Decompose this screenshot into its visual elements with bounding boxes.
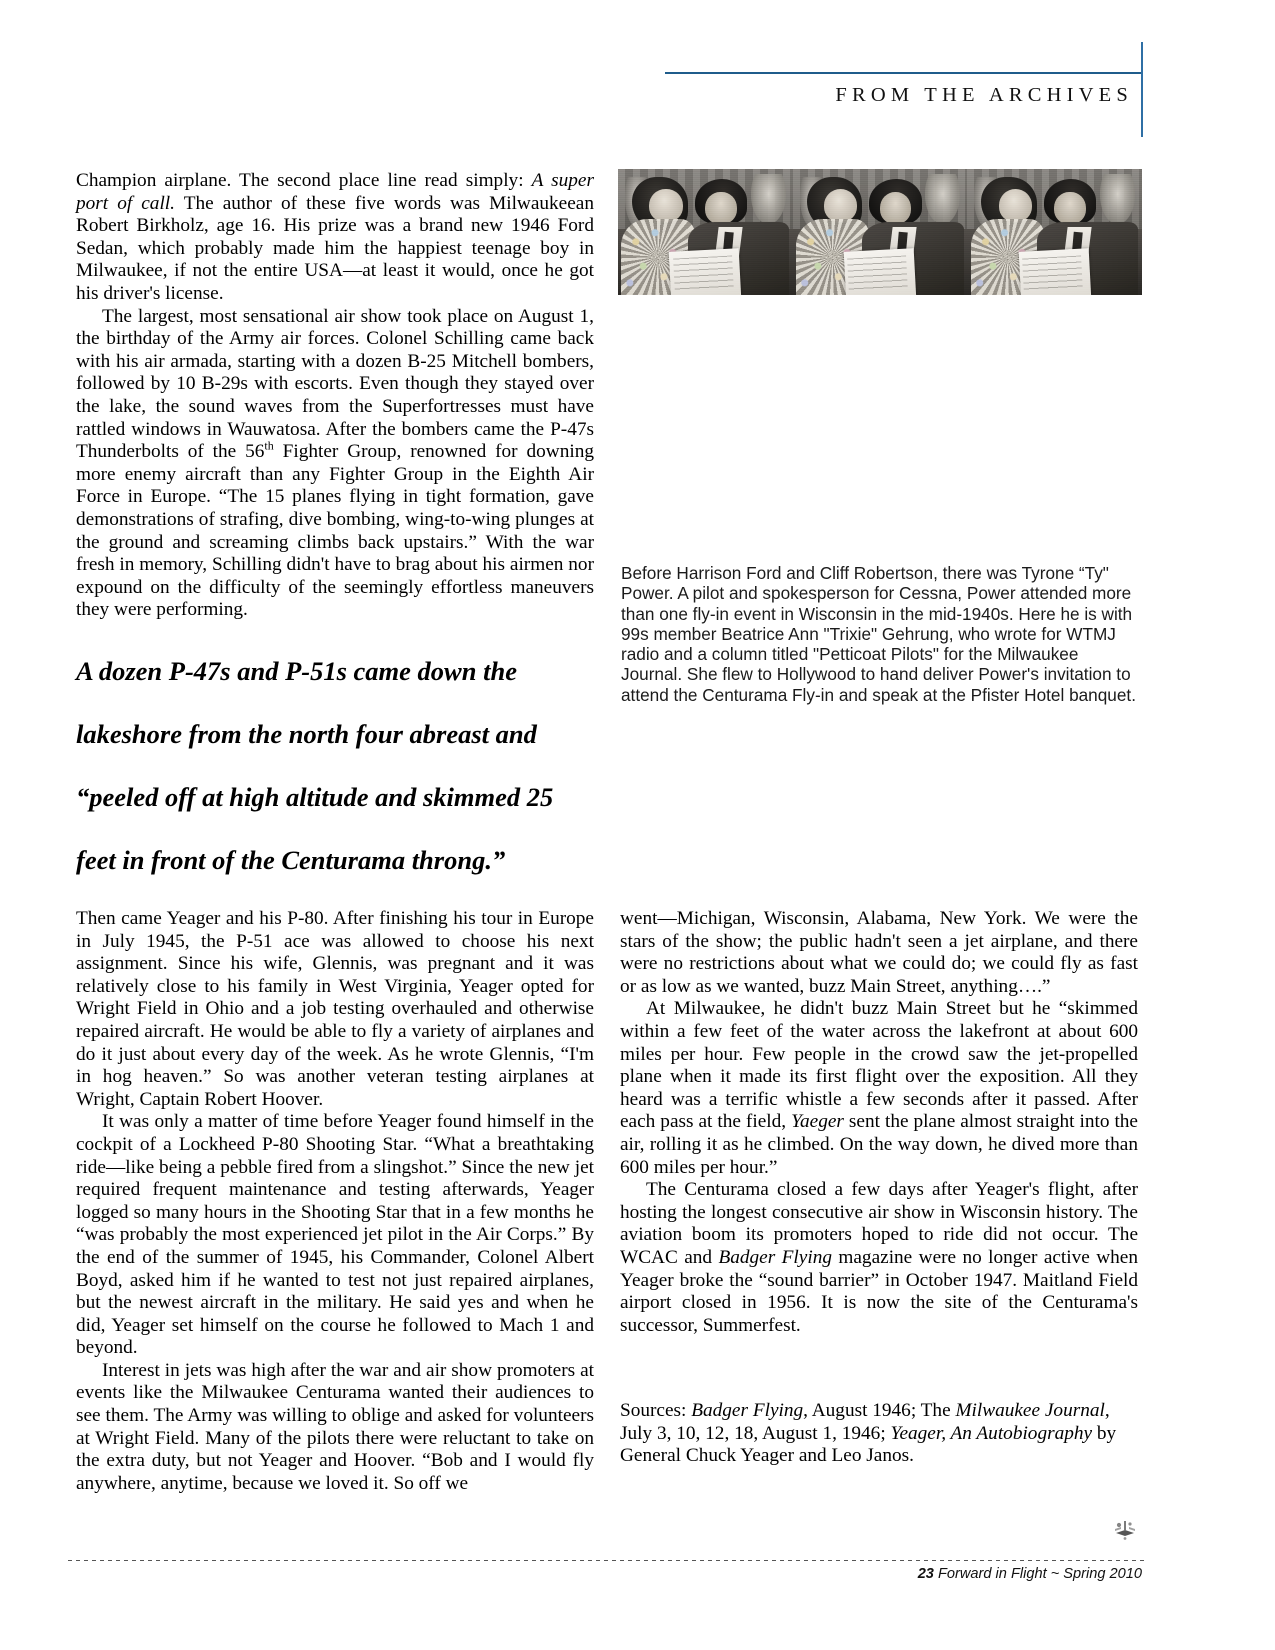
body-column-left-top bbox=[76, 170, 594, 622]
paragraph: The Centurama closed a few days after Yeager's flight, after hosting the longest consecutive air show in Wisconsin history. The aviation boom its promoters hoped to ride did not occur. The WCAC and Badger Flying magazine were no longer active when Yeager broke the “sound barrier” in October 1947. Maitland Field airport closed in 1956. It is now the site of the Centurama's successor, Summerfest. bbox=[620, 1179, 1139, 1336]
publication-name: Forward in Flight ~ Spring 2010 bbox=[937, 1566, 1142, 1582]
paragraph: At Milwaukee, he didn't buzz Main Street but he “skimmed within a few feet of the water across the lakefront at about 600 miles per hour. Few people in the crowd saw the jet-propelled plane when it made its first flight over the exposition. All they heard was a terrific whistle a few seconds after it passed. After each pass at the field, Yaeger sent the plane almost straight into the air, rolling it as he climbed. On the way down, he dived more than 600 miles per hour.” bbox=[620, 998, 1138, 1178]
archive-photo bbox=[618, 169, 1142, 295]
footer bbox=[918, 1566, 1142, 1582]
pull-quote-line: A dozen P-47s and P-51s came down the bbox=[76, 656, 517, 686]
photo-tile bbox=[618, 169, 793, 295]
paragraph: It was only a matter of time before Yeager found himself in the cockpit of a Lockheed P-80 Shooting Star. “What a breathtaking ride—like being a pebble fired from a slingshot.” Since the new jet required frequent maintenance and testing afterwards, Yeager logged so many hours in the Shooting Star that in a few months he “was probably the most experienced jet pilot in the Air Corps.” By the end of the summer of 1945, his Commander, Colonel Albert Boyd, asked him if he wanted to test not just repaired airplanes, but the newest aircraft in the military. He said yes and when he did, Yeager set himself on the course he followed to Mach 1 and beyond. bbox=[76, 1111, 594, 1359]
footer-divider bbox=[68, 1560, 1144, 1561]
page-title: FROM THE ARCHIVES bbox=[835, 84, 1133, 106]
paragraph: went—Michigan, Wisconsin, Alabama, New York. We were the stars of the show; the public hadn't seen a jet airplane, and there were no restrictions about what we could do; we could fly as fast or as low as we wanted, buzz Main Street, anything….” bbox=[620, 908, 1138, 997]
paragraph: The largest, most sensational air show took place on August 1, the birthday of the Army air forces. Colonel Schilling came back with his air armada, starting with a dozen B-25 Mitchell bombers, followed by 10 B-29s with escorts. Even though they stayed over the lake, the sound waves from the Superfortresses must have rattled windows in Wauwatosa. After the bombers came the P-47s Thunderbolts of the 56th Fighter Group, renowned for downing more enemy aircraft than any Fighter Group in the Eighth Air Force in Europe. “The 15 planes flying in tight formation, gave demonstrations of strafing, dive bombing, wing-to-wing plunges at the ground and screaming climbs back upstairs.” With the war fresh in memory, Schilling didn't have to brag about his airmen nor expound on the difficulty of the seemingly effortless maneuvers they were performing. bbox=[76, 305, 594, 621]
pull-quote-line: lakeshore from the north four abreast and bbox=[76, 719, 537, 749]
paragraph: Champion airplane. The second place line read simply: A super port of call. The author of these five words was Milwaukeean Robert Birkholz, age 16. His prize was a brand new 1946 Ford Sedan, which probably made him the happiest teenage boy in Milwaukee, if not the entire USA—at least it would, once he got his driver's license. bbox=[76, 170, 595, 304]
paragraph: Interest in jets was high after the war and air show promoters at events like the Milwaukee Centurama wanted their audiences to see them. The Army was willing to oblige and asked for volunteers at Wright Field. Many of the pilots there were reluctant to take on the extra duty, but not Yeager and Hoover. “Bob and I would fly anywhere, anytime, because we loved it. So off we bbox=[76, 1359, 594, 1494]
page-number: 23 bbox=[917, 1566, 934, 1582]
end-mark-icon bbox=[1112, 1518, 1138, 1542]
photo-caption: Before Harrison Ford and Cliff Robertson, there was Tyrone “Ty" Power. A pilot and spokesperson for Cessna, Power attended more than one fly-in event in Wisconsin in the mid-1940s. Here he is with 99s member Beatrice Ann "Trixie" Gehrung, who wrote for WTMJ radio and a column titled "Petticoat Pilots" for the Milwaukee Journal. She flew to Hollywood to hand deliver Power's invitation to attend the Centurama Fly-in and speak at the Pfister Hotel banquet. bbox=[621, 563, 1136, 705]
paragraph: Then came Yeager and his P-80. After finishing his tour in Europe in July 1945, the P-51 ace was allowed to choose his next assignment. Since his wife, Glennis, was pregnant and it was relatively close to his family in West Virginia, Yeager opted for Wright Field in Ohio and a job testing overhauled and otherwise repaired aircraft. He would be able to fly a variety of airplanes and do it just about every day of the week. As he wrote Glennis, “I'm in hog heaven.” So was another veteran testing airplanes at Wright, Captain Robert Hoover. bbox=[76, 908, 594, 1110]
photo-tile bbox=[793, 169, 968, 295]
body-column-right-bottom bbox=[620, 908, 1138, 1337]
pull-quote bbox=[76, 640, 596, 892]
header-vertical-rule bbox=[1141, 42, 1143, 137]
photo-tile bbox=[967, 169, 1142, 295]
body-column-left-bottom bbox=[76, 908, 594, 1495]
header-horizontal-rule bbox=[665, 72, 1143, 74]
pull-quote-line: feet in front of the Centurama throng.” bbox=[76, 845, 506, 875]
sources-note: Sources: Badger Flying, August 1946; The Milwaukee Journal, July 3, 10, 12, 18, August 1, 1946; Yeager, An Autobiography by General Chuck Yeager and Leo Janos. bbox=[620, 1400, 1117, 1467]
running-head bbox=[665, 72, 1143, 142]
pull-quote-line: “peeled off at high altitude and skimmed 25 bbox=[76, 782, 554, 812]
